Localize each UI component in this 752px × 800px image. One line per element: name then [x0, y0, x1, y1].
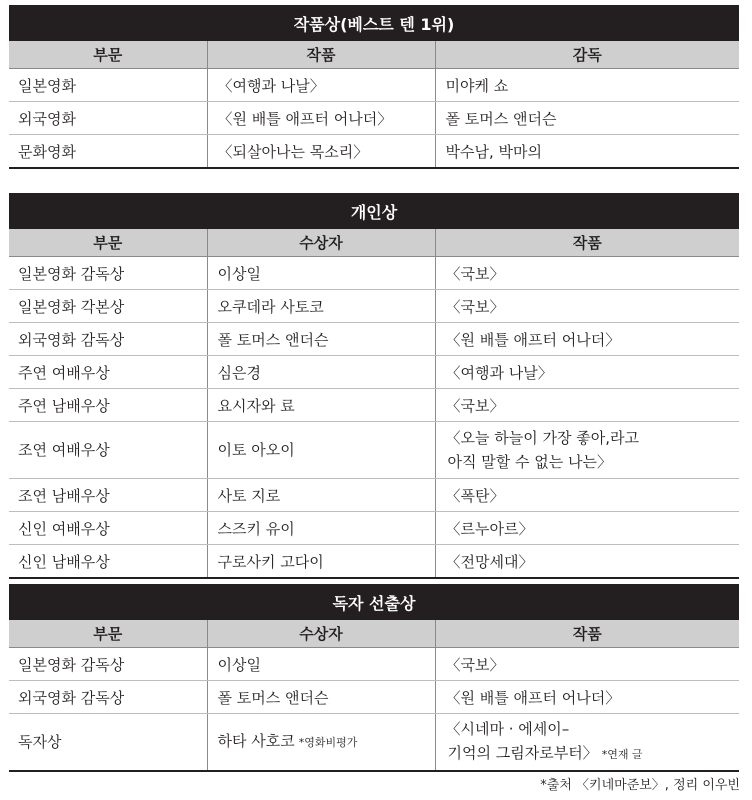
table-title: 독자 선출상	[9, 584, 739, 620]
table-row	[9, 545, 739, 579]
table-row	[9, 323, 739, 356]
column-header: 부문	[9, 229, 207, 257]
work-cell: 〈국보〉	[435, 389, 739, 422]
work-cell: 〈여행과 나날〉	[207, 69, 435, 102]
director-cell: 폴 토머스 앤더슨	[435, 102, 739, 135]
category-cell: 외국영화 감독상	[9, 681, 207, 714]
table-row	[9, 69, 739, 102]
category-cell: 일본영화	[9, 69, 207, 102]
work-cell: 〈국보〉	[435, 257, 739, 290]
work-line: 〈시네마 · 에세이–	[445, 720, 570, 738]
category-cell: 외국영화 감독상	[9, 323, 207, 356]
winner-cell: 요시자와 료	[207, 389, 435, 422]
column-header: 수상자	[207, 229, 435, 257]
table-title: 개인상	[9, 193, 739, 229]
winner-cell: 사토 지로	[207, 479, 435, 512]
director-cell: 박수남, 박마의	[435, 135, 739, 169]
winner-cell: 이토 아오이	[207, 422, 435, 479]
winner-cell: 심은경	[207, 356, 435, 389]
work-cell: 〈원 배틀 애프터 어나더〉	[435, 681, 739, 714]
table-row	[9, 389, 739, 422]
work-cell	[435, 422, 739, 479]
work-cell: 〈원 배틀 애프터 어나더〉	[207, 102, 435, 135]
category-cell: 주연 남배우상	[9, 389, 207, 422]
table-row	[9, 422, 739, 479]
work-note: *연재 글	[601, 748, 643, 761]
category-cell: 조연 남배우상	[9, 479, 207, 512]
table-row	[9, 714, 739, 772]
column-header: 작품	[435, 229, 739, 257]
winner-cell: 폴 토머스 앤더슨	[207, 681, 435, 714]
readers-choice-table	[9, 584, 739, 772]
category-cell: 조연 여배우상	[9, 422, 207, 479]
work-cell: 〈폭탄〉	[435, 479, 739, 512]
category-cell: 주연 여배우상	[9, 356, 207, 389]
table-row	[9, 356, 739, 389]
winner-cell: 이상일	[207, 257, 435, 290]
work-cell: 〈르누아르〉	[435, 512, 739, 545]
column-header: 수상자	[207, 620, 435, 648]
work-cell: 〈국보〉	[435, 290, 739, 323]
winner-cell: 스즈키 유이	[207, 512, 435, 545]
work-line-text: 기억의 그림자로부터〉	[447, 744, 598, 762]
source-credit: *출처 〈키네마준보〉, 정리 이우빈	[540, 778, 740, 793]
director-cell: 미야케 쇼	[435, 69, 739, 102]
table-title: 작품상(베스트 텐 1위)	[9, 5, 739, 41]
category-cell: 외국영화	[9, 102, 207, 135]
best-picture-table	[9, 5, 739, 169]
work-line	[446, 741, 740, 767]
table-row	[9, 290, 739, 323]
work-cell: 〈전망세대〉	[435, 545, 739, 579]
column-header: 감독	[435, 41, 739, 69]
work-line: 〈오늘 하늘이 가장 좋아,라고	[445, 429, 639, 447]
work-cell: 〈원 배틀 애프터 어나더〉	[435, 323, 739, 356]
work-cell: 〈국보〉	[435, 648, 739, 681]
table-row	[9, 681, 739, 714]
winner-cell: 구로사키 고다이	[207, 545, 435, 579]
column-header: 작품	[207, 41, 435, 69]
best-picture-table-block	[9, 5, 739, 169]
table-row	[9, 102, 739, 135]
table-row	[9, 648, 739, 681]
work-cell: 〈되살아나는 목소리〉	[207, 135, 435, 169]
individual-awards-table-block	[9, 193, 739, 579]
column-header: 작품	[435, 620, 739, 648]
individual-awards-table	[9, 193, 739, 579]
category-cell: 독자상	[18, 733, 62, 751]
winner-cell	[207, 714, 435, 772]
category-cell: 신인 남배우상	[18, 552, 110, 571]
work-cell: 〈여행과 나날〉	[435, 356, 739, 389]
category-cell: 신인 여배우상	[9, 512, 207, 545]
winner-cell: 폴 토머스 앤더슨	[207, 323, 435, 356]
category-cell: 문화영화	[18, 142, 76, 161]
category-cell: 일본영화 감독상	[9, 257, 207, 290]
winner-name: 하타 사호코	[217, 732, 295, 750]
table-row	[9, 479, 739, 512]
category-cell: 일본영화 감독상	[9, 648, 207, 681]
work-cell	[435, 714, 739, 772]
category-cell: 일본영화 각본상	[9, 290, 207, 323]
readers-choice-table-block	[9, 584, 739, 772]
column-header: 부문	[9, 620, 207, 648]
column-header: 부문	[9, 41, 207, 69]
table-row	[9, 257, 739, 290]
table-row	[9, 135, 739, 169]
table-row	[9, 512, 739, 545]
winner-note: *영화비평가	[298, 736, 358, 749]
winner-cell: 이상일	[207, 648, 435, 681]
winner-cell: 오쿠데라 사토코	[207, 290, 435, 323]
work-line: 아직 말할 수 없는 나는〉	[447, 453, 612, 471]
